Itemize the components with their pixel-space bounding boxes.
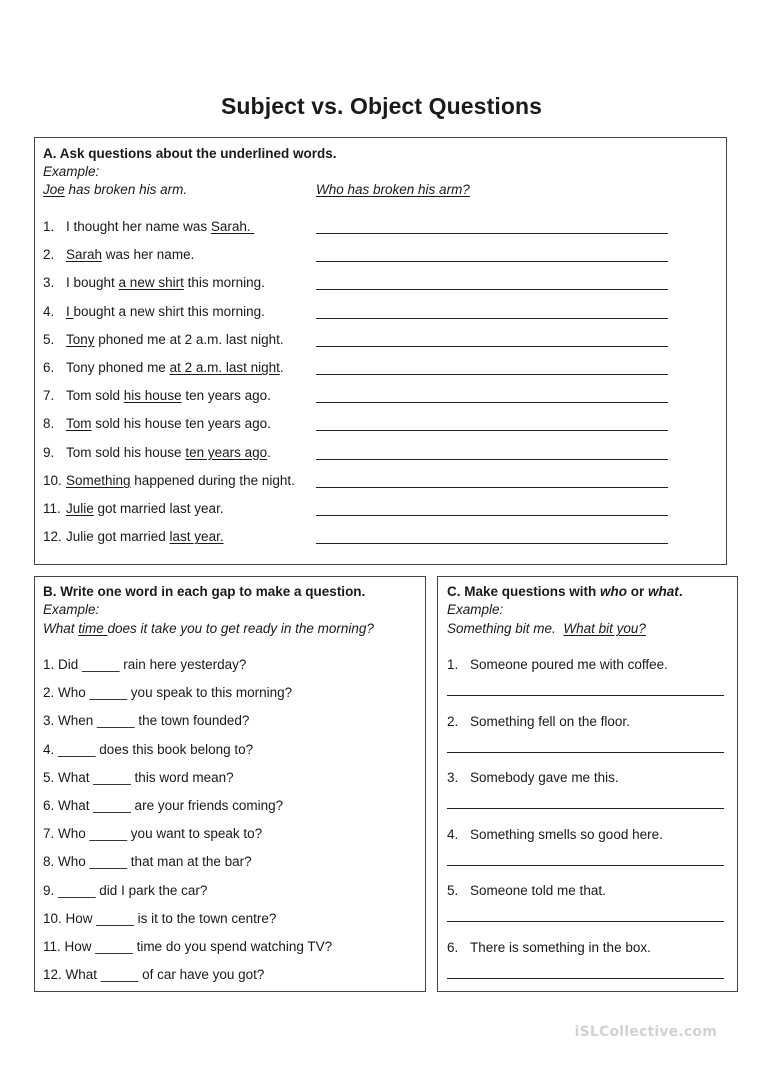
example-sentence-rest: has broken his arm. (64, 182, 188, 197)
answer-line[interactable] (447, 752, 724, 753)
item-text-before: Tony phoned me (66, 360, 170, 375)
section-a-item (43, 275, 265, 290)
answer-line[interactable] (316, 346, 668, 347)
answer-line[interactable] (447, 978, 724, 979)
section-a-example-label: Example: (43, 164, 100, 179)
answer-line[interactable] (316, 374, 668, 375)
answer-line[interactable] (316, 459, 668, 460)
example-answer: What bit you? (563, 621, 646, 636)
section-c-example (447, 621, 646, 636)
item-text-after: phoned me at 2 a.m. last night. (94, 331, 284, 347)
section-b-example-label: Example: (43, 602, 100, 617)
answer-line[interactable] (447, 865, 724, 866)
section-b-item[interactable]: 2. Who _____ you speak to this morning? (43, 685, 293, 701)
section-b-item[interactable]: 8. Who _____ that man at the bar? (43, 854, 252, 870)
item-underlined-words: his house (123, 388, 182, 404)
answer-line[interactable] (316, 430, 668, 431)
item-number: 10. (43, 472, 62, 488)
section-b-item[interactable]: 5. What _____ this word mean? (43, 769, 234, 785)
item-sentence: Someone told me that. (470, 883, 606, 898)
item-number: 1. (447, 657, 459, 672)
item-number: 5. (43, 331, 55, 347)
item-number: 12. (43, 529, 62, 545)
item-number: 11. (43, 501, 61, 516)
section-a-item (43, 473, 295, 488)
item-number: 2. (447, 713, 459, 729)
answer-line[interactable] (316, 515, 668, 516)
section-b-box (34, 576, 426, 992)
section-c-item (447, 883, 606, 898)
answer-line[interactable] (447, 921, 724, 922)
item-text-after: . (279, 360, 284, 375)
item-number: 7. (43, 388, 55, 404)
item-text-before: Tom sold his house (66, 444, 186, 460)
heading-or: or (627, 584, 649, 599)
item-text-before: Julie got married (66, 529, 170, 545)
section-a-item (43, 219, 254, 234)
section-a-item (43, 501, 224, 516)
section-c-item (447, 714, 630, 729)
section-a-heading: A. Ask questions about the underlined words. (43, 146, 337, 161)
worksheet-title: Subject vs. Object Questions (220, 93, 543, 119)
section-b-item[interactable]: 6. What _____ are your friends coming? (43, 798, 284, 813)
item-underlined-words: at 2 a.m. last night (169, 360, 280, 375)
item-number: 9. (43, 444, 55, 460)
item-sentence: Someone poured me with coffee. (470, 657, 668, 672)
item-text-after: . (267, 444, 271, 460)
answer-line[interactable] (316, 261, 668, 262)
item-text-after: was her name. (102, 247, 195, 263)
example-after: does it take you to get ready in the morning? (107, 621, 374, 636)
section-c-item (447, 827, 663, 842)
section-c-box (437, 576, 738, 992)
answer-line[interactable] (447, 695, 724, 696)
section-c-example-label: Example: (447, 602, 504, 617)
section-a-item (43, 529, 224, 544)
example-sentence: Something bit me. (447, 621, 556, 636)
item-number: 2. (43, 247, 55, 263)
item-sentence: Something fell on the floor. (470, 713, 630, 729)
item-number: 5. (447, 883, 459, 898)
item-underlined-words: I (66, 303, 74, 319)
section-a-item (43, 247, 194, 262)
section-b-heading: B. Write one word in each gap to make a question. (43, 584, 366, 599)
answer-line[interactable] (316, 543, 668, 544)
section-a-example-sentence (43, 182, 187, 197)
section-b-item[interactable]: 11. How _____ time do you spend watching TV? (43, 939, 333, 954)
section-a-item (43, 332, 284, 347)
section-a-item (43, 360, 284, 375)
item-number: 4. (447, 826, 459, 842)
section-b-item[interactable]: 12. What _____ of car have you got? (43, 967, 265, 983)
item-underlined-words: Julie (66, 501, 94, 516)
section-a-item (43, 445, 271, 460)
answer-line[interactable] (447, 808, 724, 809)
item-text-before: I thought her name was (66, 219, 211, 234)
section-a-item (43, 388, 271, 403)
section-b-item[interactable]: 9. _____ did I park the car? (43, 882, 208, 898)
item-text-after: got married last year. (93, 501, 224, 516)
answer-line[interactable] (316, 402, 668, 403)
section-a-item (43, 304, 265, 319)
answer-line[interactable] (316, 289, 668, 290)
heading-who: who (600, 584, 628, 599)
section-a-item (43, 416, 271, 431)
item-sentence: Somebody gave me this. (470, 770, 619, 785)
section-b-item[interactable]: 3. When _____ the town founded? (43, 713, 250, 729)
item-underlined-words: Sarah (66, 247, 103, 263)
section-b-example-sentence (43, 621, 374, 636)
item-underlined-words: last year. (169, 529, 224, 545)
watermark: iSLCollective.com (574, 1024, 717, 1040)
section-c-heading (447, 584, 683, 599)
example-gap-word: time (78, 621, 108, 636)
item-underlined-words: Tom (66, 416, 92, 432)
item-underlined-words: Something (66, 472, 131, 488)
example-before: What (43, 621, 79, 636)
item-sentence: Something smells so good here. (470, 826, 663, 842)
answer-line[interactable] (316, 233, 668, 234)
section-b-item[interactable]: 7. Who _____ you want to speak to? (43, 826, 263, 842)
item-number: 3. (447, 770, 459, 785)
item-underlined-words: Tony (66, 331, 95, 347)
item-text-before: Tom sold (66, 388, 124, 404)
section-c-item (447, 657, 668, 672)
item-text-after: ten years ago. (181, 388, 271, 404)
item-number: 6. (447, 939, 459, 955)
item-text-after: happened during the night. (130, 472, 295, 488)
section-b-item[interactable]: 1. Did _____ rain here yesterday? (43, 657, 247, 672)
item-underlined-words: ten years ago (185, 444, 268, 460)
item-underlined-words: a new shirt (118, 275, 184, 291)
answer-line[interactable] (316, 487, 668, 488)
heading-what: what (648, 584, 679, 599)
item-number: 3. (43, 275, 55, 291)
example-underlined-word: Joe (43, 182, 65, 197)
item-text-after: bought a new shirt this morning. (73, 303, 265, 319)
answer-line[interactable] (316, 318, 668, 319)
item-sentence: There is something in the box. (470, 939, 651, 955)
item-number: 8. (43, 416, 55, 432)
item-text-after: this morning. (183, 275, 265, 291)
item-underlined-words: Sarah. (210, 219, 255, 234)
section-c-item (447, 770, 619, 785)
item-number: 4. (43, 303, 55, 319)
section-b-item[interactable]: 10. How _____ is it to the town centre? (43, 910, 277, 926)
section-b-item[interactable]: 4. _____ does this book belong to? (43, 741, 254, 757)
item-text-before: I bought (66, 275, 119, 291)
section-c-item (447, 940, 651, 955)
heading-end: . (678, 584, 683, 599)
item-number: 6. (43, 360, 55, 375)
item-text-after: sold his house ten years ago. (91, 416, 271, 432)
section-a-box (34, 137, 727, 565)
section-a-example-answer: Who has broken his arm? (316, 182, 470, 197)
item-number: 1. (43, 219, 55, 234)
heading-pre: C. Make questions with (447, 584, 601, 599)
